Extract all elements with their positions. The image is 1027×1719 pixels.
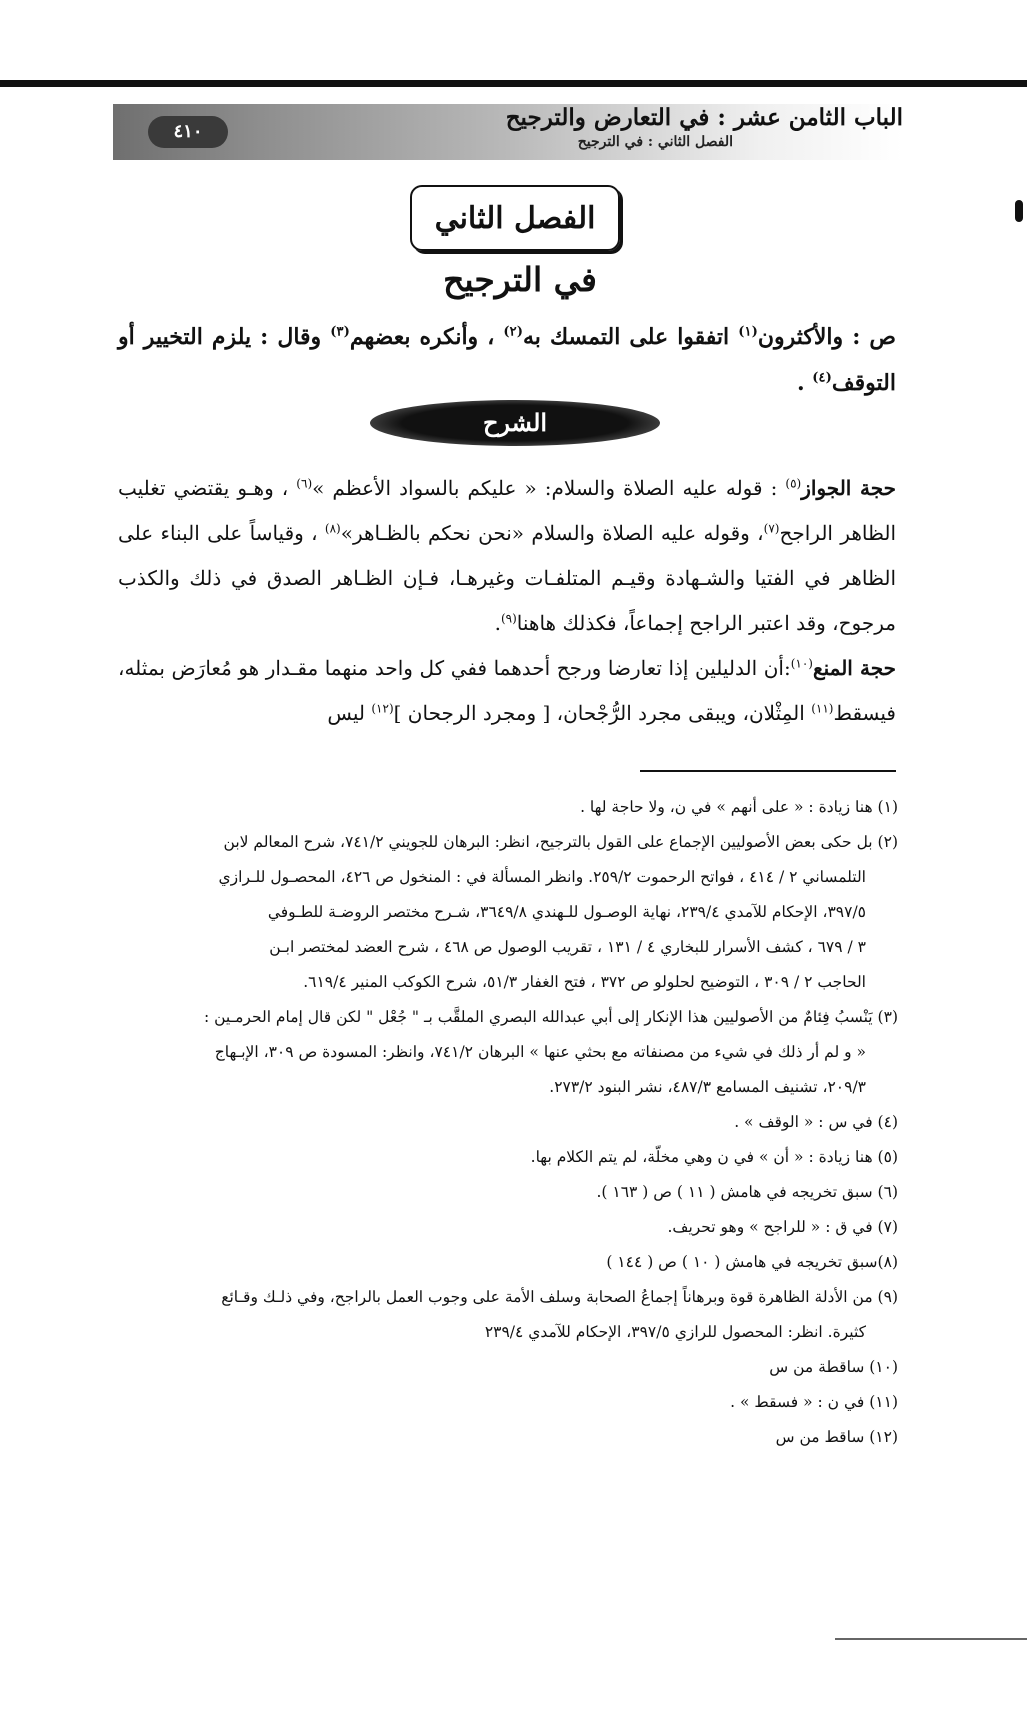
sharh-label: الشرح bbox=[370, 400, 660, 446]
footnote-item: (٤) في س : « الوقف » . bbox=[734, 1113, 898, 1131]
bottom-rule bbox=[835, 1638, 1027, 1640]
footnotes bbox=[118, 790, 898, 1455]
section-heading: الفصل الثاني bbox=[410, 185, 620, 251]
footnote-item: (١٠) ساقطة من س bbox=[769, 1358, 898, 1376]
footnote-item: (١١) في ن : « فسقط » . bbox=[730, 1393, 898, 1411]
footnote-item: (١٢) ساقط من س bbox=[775, 1428, 898, 1446]
footnote-item: (١) هنا زيادة : « على أنهم » في ن، ولا حاجة لها . bbox=[580, 798, 898, 816]
footnote-ref: (١٠) bbox=[790, 656, 813, 671]
footnote-item: (٢) بل حكى بعض الأصوليين الإجماع على القول بالترجيح، انظر: البرهان للجويني ٧٤١/٢، شرح المعالم لابن bbox=[223, 833, 898, 851]
paragraph-prohibition: حجة المنع$^{(١٠)}$:أن الدليلين إذا تعارضا ورجح أحدهما ففي كل واحد منهما مقـدار هو مُعارَض بمثله، فيسقط$^{(١١)}$ المِثْلان، ويبقى مجرد الرُّجْحان، [ ومجرد الرجحان ]$^{(١٢)}$ ليس bbox=[118, 656, 897, 725]
footnote-ref: (٤) bbox=[812, 370, 832, 386]
footnote-ref: (٩) bbox=[500, 611, 517, 626]
footnote-ref: (٥) bbox=[785, 476, 802, 491]
paragraph-permissibility: حجة الجواز$^{(٥)}$ : قوله عليه الصلاة والسلام: « عليكم بالسواد الأعظم »$^{(٦)}$ ، وهـو يقتضي تغليب الظاهر الراجح$^{(٧)}$، وقوله عليه الصلاة والسلام «نحن نحكم بالظـاهر»$^{(٨)}$ ، وقياساً على البناء على الظاهر في الفتيا والشـهادة وقيـم المتلفـات وغيرهـا، فـإن الظـاهر الصدق في ذلك والكذب مرجوح، وقد اعتبر الراجح إجماعاً، فكذلك هاهنا$^{(٩)}$. bbox=[118, 476, 897, 635]
footnote-ref: (٣) bbox=[330, 324, 350, 340]
page-edge-mark bbox=[1015, 200, 1023, 222]
footnote-ref: (٢) bbox=[503, 324, 523, 340]
footnote-ref: (٦) bbox=[296, 476, 313, 491]
page-number: ٤١٠ bbox=[148, 116, 228, 148]
term-heading: حجة الجواز bbox=[801, 476, 896, 500]
footnote-item: (٩) من الأدلة الظاهرة قوة وبرهاناً إجماعُ الصحابة وسلف الأمة على وجوب العمل بالراجح، وفي ذلـك وقـائع bbox=[221, 1288, 898, 1306]
footnote-line: ٣ / ٦٧٩ ، كشف الأسرار للبخاري ٤ / ١٣١ ، تقريب الوصول ص ٤٦٨ ، شرح العضد لمختصر ابـن bbox=[269, 938, 866, 956]
footnote-ref: (٧) bbox=[763, 521, 780, 536]
footnote-line: ٢٠٩/٣، تشنيف المسامع ٤٨٧/٣، نشر البنود ٢٧٣/٢. bbox=[549, 1078, 866, 1096]
footnote-line: الحاجب ٢ / ٣٠٩ ، التوضيح لحلولو ص ٣٧٢ ، فتح الغفار ٥١/٣، شرح الكوكب المنير ٦١٩/٤. bbox=[303, 973, 866, 991]
footnote-line: ٣٩٧/٥، الإحكام للآمدي ٢٣٩/٤، نهاية الوصـول للـهندي ٣٦٤٩/٨، شـرح مختصر الروضـة للطـوفي bbox=[267, 903, 866, 921]
top-rule bbox=[0, 80, 1027, 87]
footnote-ref: (٨) bbox=[324, 521, 341, 536]
matn-text: ص : والأكثرون$^{(١)}$ اتفقوا على التمسك به$^{(٢)}$ ، وأنكره بعضهم$^{(٣)}$ وقال : يلزم التخيير أو التوقف$^{(٤)}$ . bbox=[118, 324, 896, 396]
footnote-ref: (١٢) bbox=[371, 701, 394, 716]
chapter-title: الباب الثامن عشر : في التعارض والترجيح bbox=[505, 104, 903, 131]
footnote-line: كثيرة. انظر: المحصول للرازي ٣٩٧/٥، الإحكام للآمدي ٢٣٩/٤ bbox=[484, 1323, 866, 1341]
footnote-line: « و لم أر ذلك في شيء من مصنفاته مع بحثي عنها » البرهان ٧٤١/٢، وانظر: المسودة ص ٣٠٩، الإبـهاج bbox=[214, 1043, 866, 1061]
footnote-item: (٦) سبق تخريجه في هامش ( ١١ ) ص ( ١٦٣ ). bbox=[596, 1183, 898, 1201]
footnote-item: (٧) في ق : « للراجح » وهو تحريف. bbox=[667, 1218, 898, 1236]
footnote-separator bbox=[640, 770, 896, 772]
commentary-body bbox=[118, 466, 896, 736]
running-header bbox=[113, 104, 903, 160]
footnote-line: التلمساني ٢ / ٤١٤ ، فواتح الرحموت ٢٥٩/٢. وانظر المسألة في : المنخول ص ٤٢٦، المحصـول للـرازي bbox=[218, 868, 866, 886]
section-title: الفصل الثاني : في الترجيح bbox=[577, 134, 733, 150]
section-subtitle: في الترجيح bbox=[443, 260, 597, 299]
footnote-item: (٣) يَنْسبُ فِئامٌ من الأصوليين هذا الإنكار إلى أبي عبدالله البصري الملقَّب بـ " جُعْل " لكن قال إمام الحرمـين : bbox=[203, 1008, 898, 1026]
footnote-ref: (١١) bbox=[811, 701, 834, 716]
footnote-item: (٥) هنا زيادة : « أن » في ن وهي مخلّة، لم يتم الكلام بها. bbox=[530, 1148, 898, 1166]
footnote-ref: (١) bbox=[738, 324, 758, 340]
term-heading: حجة المنع bbox=[812, 656, 897, 680]
footnote-item: (٨)سبق تخريجه في هامش ( ١٠ ) ص ( ١٤٤ ) bbox=[606, 1253, 898, 1271]
